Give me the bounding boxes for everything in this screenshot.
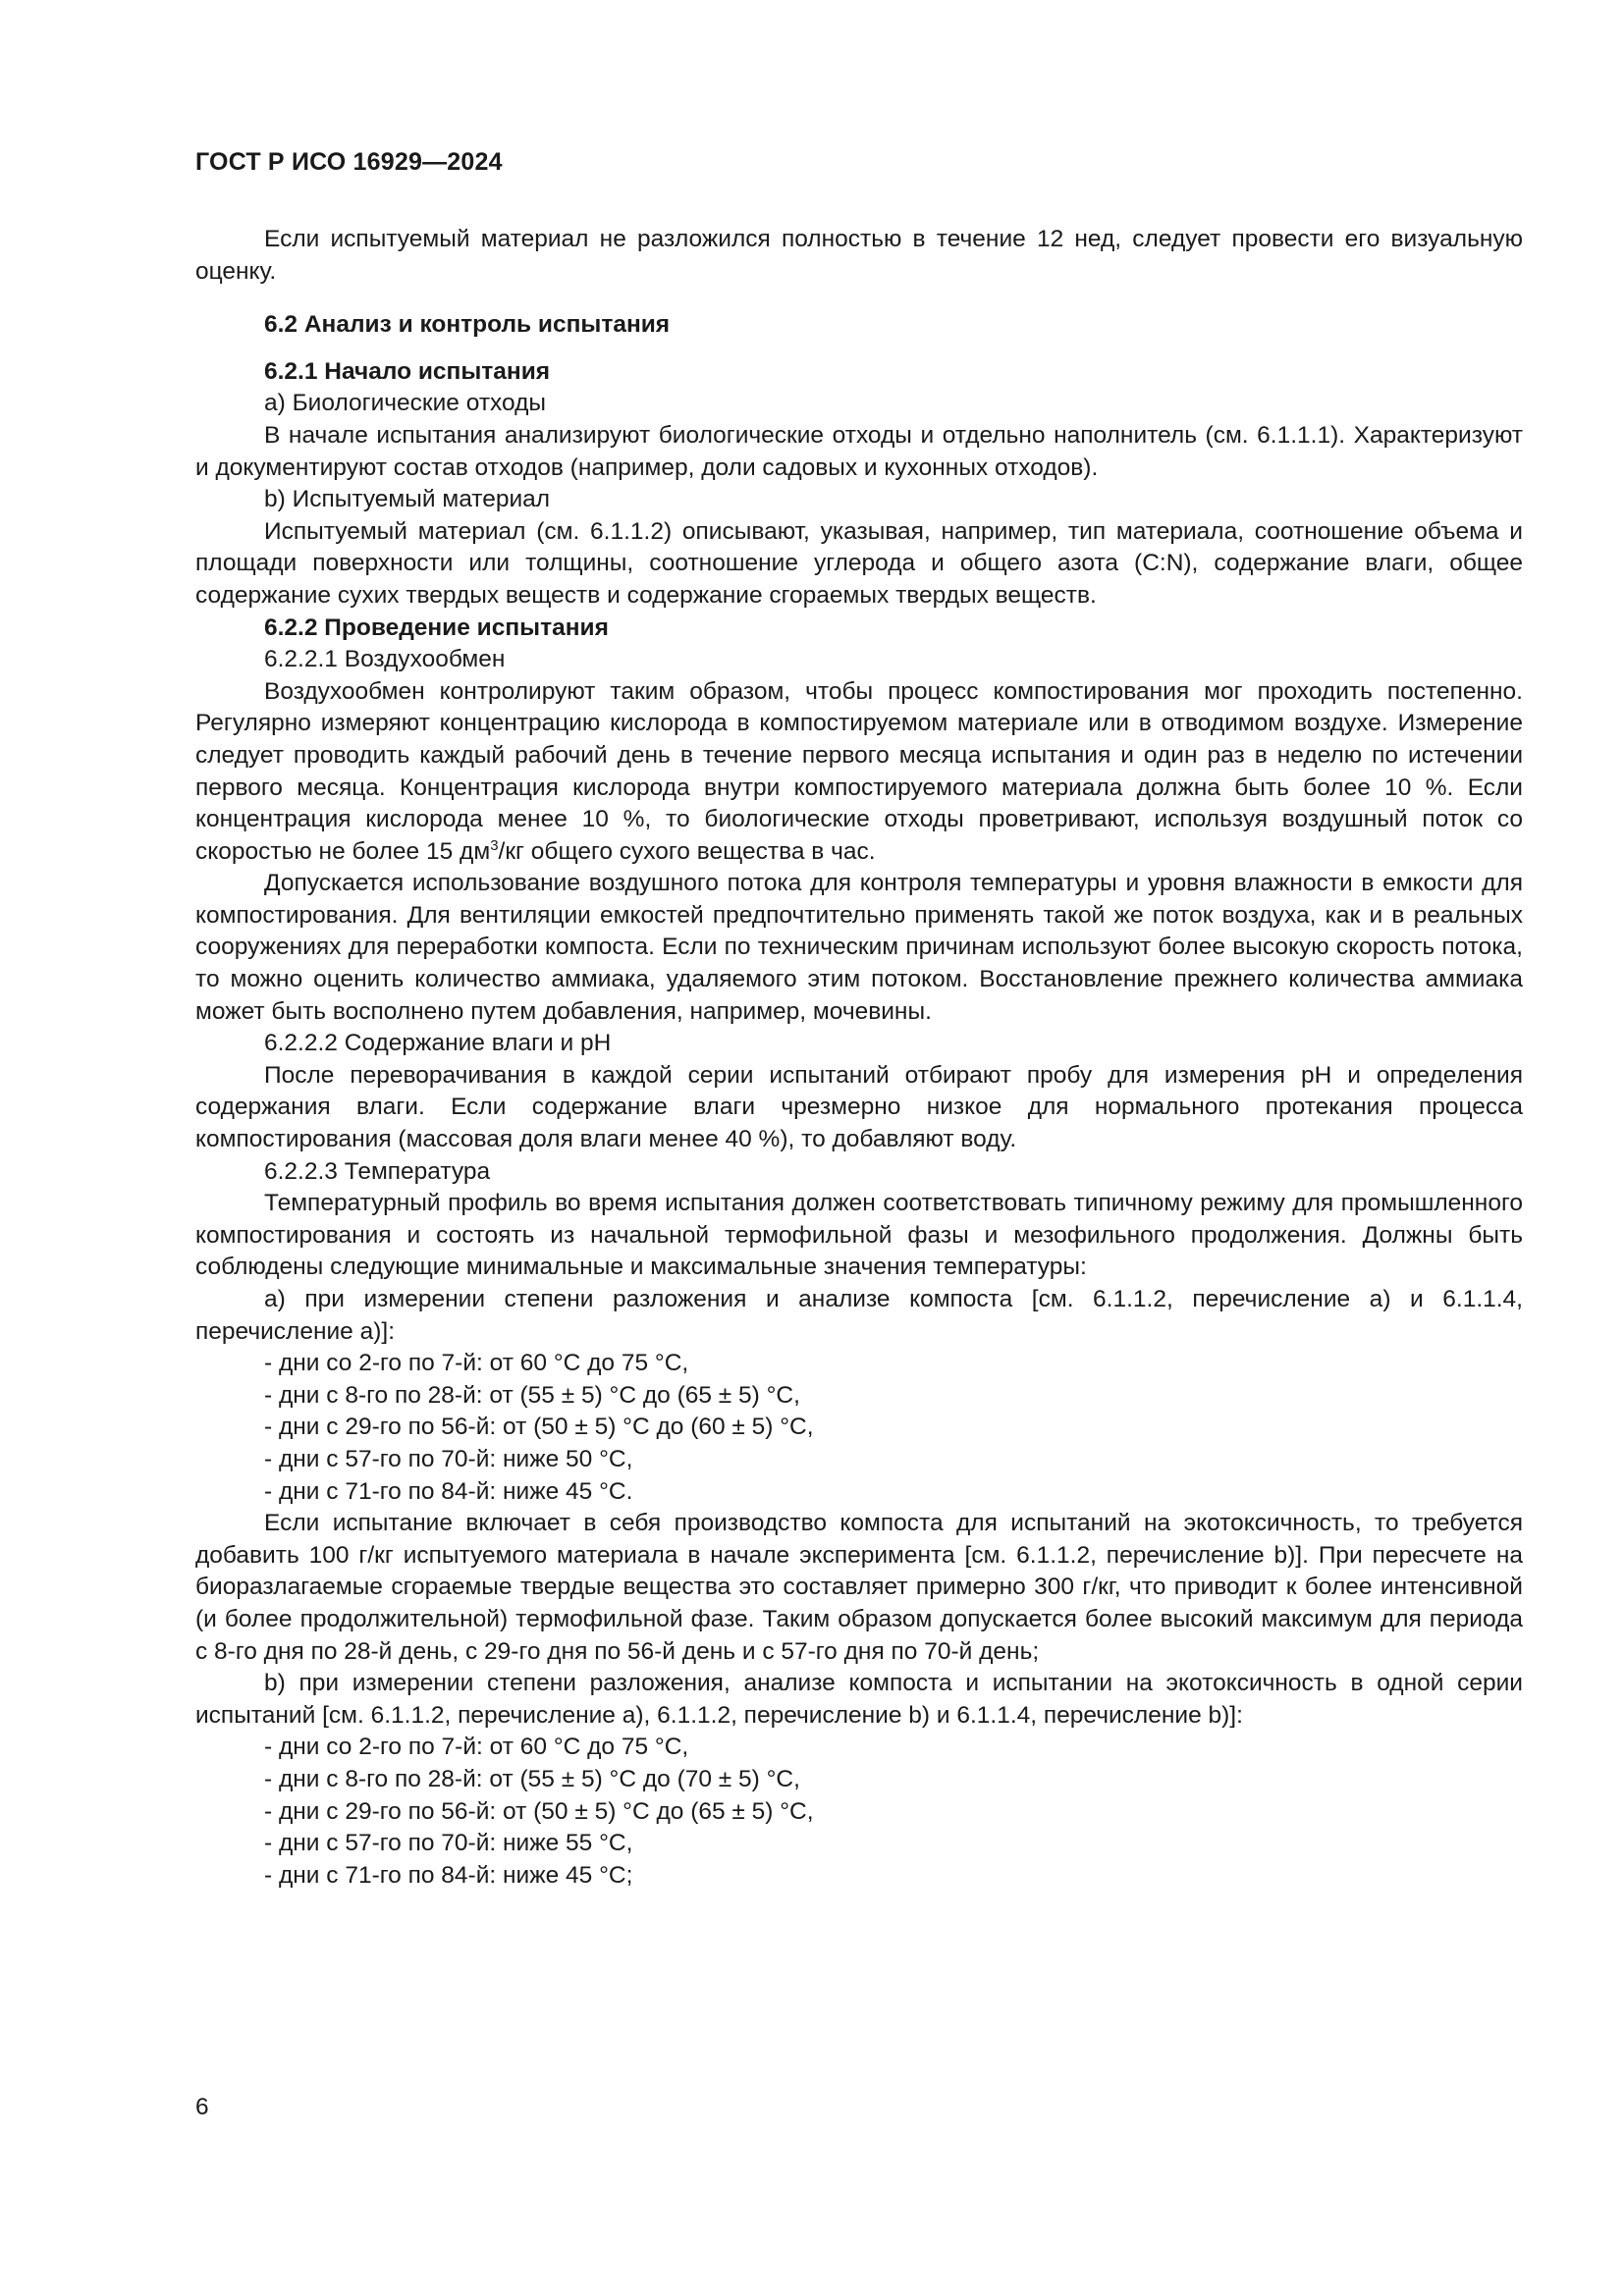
list-item: - дни со 2-го по 7-й: от 60 °C до 75 °C, [264,1350,689,1377]
item-a-label: a) Биологические отходы [264,390,547,417]
paragraph-moisture: После переворачивания в каждой серии испытаний отбирают пробу для измерения pH и определения содержания влаги. Если содержание влаги чрезмерно низкое для нормального протекания процесса компостирования (массовая доля влаги менее 40 %), то добавляют воду. [195,1061,1523,1153]
paragraph-visual-assessment: Если испытуемый материал не разложился полностью в течение 12 нед, следует провести его визуальную оценку. [195,226,1523,285]
air-superscript: 3 [490,836,499,854]
list-item: - дни с 29-го по 56-й: от (50 ± 5) °C до (65 ± 5) °C, [264,1797,814,1825]
paragraph-air-flow: Допускается использование воздушного потока для контроля температуры и уровня влажности в емкости для компостирования. Для вентиляции емкостей предпочтительно применять такой же поток воздуха, как и в реальных сооружениях для переработки компоста. Если по техническим причинам используют более высокую скорость потока, то можно оценить количество аммиака, удаляемого этим потоком. Восстановление прежнего количества аммиака может быть восполнено путем добавления, например, мочевины. [195,870,1523,1025]
item-b-text: Испытуемый материал (см. 6.1.1.2) описывают, указывая, например, тип материала, соотношение объема и площади поверхности или толщины, соотношение углерода и общего азота (C:N), содержание влаги, общее содержание сухих твердых веществ и содержание сгораемых твердых веществ. [195,517,1523,609]
list-item: - дни с 29-го по 56-й: от (50 ± 5) °C до (60 ± 5) °C, [264,1414,814,1441]
item-a-text: В начале испытания анализируют биологические отходы и отдельно наполнитель (см. 6.1.1.1). Характеризуют и документируют состав отходов (например, доли садовых и кухонных отходов). [195,421,1523,481]
page-number: 6 [195,2094,209,2120]
subheading-6-2-2-1: 6.2.2.1 Воздухообмен [264,646,506,673]
list-item: - дни с 57-го по 70-й: ниже 55 °C, [264,1830,633,1857]
list-item: - дни с 8-го по 28-й: от (55 ± 5) °C до (65 ± 5) °C, [264,1381,800,1409]
list-item: - дни с 71-го по 84-й: ниже 45 °C; [264,1861,633,1889]
paragraph-temperature-b: b) при измерении степени разложения, анализе компоста и испытании на экотоксичность в одной серии испытаний [см. 6.1.1.2, перечисление a), 6.1.1.2, перечисление b) и 6.1.1.4, перечисление b)]: [195,1670,1523,1729]
list-item: - дни с 71-го по 84-й: ниже 45 °C. [264,1477,633,1505]
paragraph-air-exchange [195,676,1523,869]
list-item: - дни с 57-го по 70-й: ниже 50 °C, [264,1445,633,1472]
air-text-part2: /кг общего сухого вещества в час. [498,837,876,865]
document-body [195,224,1523,1892]
item-b-label: b) Испытуемый материал [264,486,551,513]
subheading-6-2-2-3: 6.2.2.3 Температура [264,1157,491,1185]
heading-6-2: 6.2 Анализ и контроль испытания [264,311,671,339]
document-header: ГОСТ Р ИСО 16929—2024 [195,148,503,176]
list-item: - дни с 8-го по 28-й: от (55 ± 5) °C до (70 ± 5) °C, [264,1765,800,1792]
paragraph-ecotoxicity: Если испытание включает в себя производство компоста для испытаний на экотоксичность, то требуется добавить 100 г/кг испытуемого материала в начале эксперимента [см. 6.1.1.2, перечисление b)]. При пересчете на биоразлагаемые сгораемые твердые вещества это составляет примерно 300 г/кг, что приводит к более интенсивной (и более продолжительной) термофильной фазе. Таким образом допускается более высокий максимум для периода с 8-го дня по 28-й день, с 29-го дня по 56-й день и с 57-го дня по 70-й день; [195,1510,1523,1665]
subheading-6-2-2-2: 6.2.2.2 Содержание влаги и pH [264,1030,612,1057]
list-item: - дни со 2-го по 7-й: от 60 °C до 75 °C, [264,1734,689,1761]
heading-6-2-1: 6.2.1 Начало испытания [264,357,551,385]
heading-6-2-2: 6.2.2 Проведение испытания [264,614,609,641]
air-text-part1: Воздухообмен контролируют таким образом, чтобы процесс компостирования мог проходить постепенно. Регулярно измеряют концентрацию кислорода в компостируемом материале или в отводимом воздухе. Измерение следует проводить каждый рабочий день в течение первого месяца испытания и один раз в неделю по истечении первого месяца. Концентрация кислорода внутри компостируемого материала должна быть более 10 %. Если концентрация кислорода менее 10 %, то биологические отходы проветривают, используя воздушный поток со скоростью не более 15 дм [195,677,1523,865]
paragraph-temperature: Температурный профиль во время испытания должен соответствовать типичному режиму для промышленного компостирования и состоять из начальной термофильной фазы и мезофильного продолжения. Должны быть соблюдены следующие минимальные и максимальные значения температуры: [195,1190,1523,1281]
paragraph-temperature-a: a) при измерении степени разложения и анализе компоста [см. 6.1.1.2, перечисление a) и 6.1.1.4, перечисление a)]: [195,1286,1523,1345]
